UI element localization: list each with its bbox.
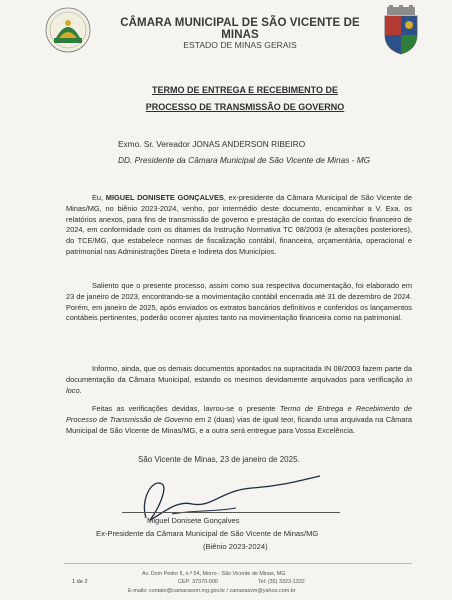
author-name: MIGUEL DONISETE GONÇALVES (105, 193, 224, 202)
footer-cep: CEP: 37370-000 (178, 579, 218, 585)
p3-end: . (79, 385, 82, 395)
footer-address: Av. Dom Pedro II, n.º 54, Morro - São Vicente de Minas, MG (142, 571, 286, 577)
p1-rest: , ex-presidente da Câmara Municipal de São Vicente de Minas/MG, no biênio 2023-2024, venho, por intermédio deste documento, encaminhar a V. Exa. os relatórios anexos, para fins de transmissão de governo e prestação de contas do exercício financeiro de 2024, em conformidade com os ditames da Instrução Normativa TC 08/2003 (e alterações posteriores), do TCE/MG, que estabelece normas de fiscalização contábil, financeira, orçamentária, operacional e patrimonial nas Administrações Direta e Indireta dos Municípios. (66, 193, 412, 256)
paragraph-3 (66, 364, 412, 396)
p4-start: Feitas as verificações devidas, lavrou-se o presente (92, 404, 280, 413)
paragraph-2: Saliento que o presente processo, assim como sua respectiva documentação, foi elaborado em 23 de janeiro de 2023, encontrando-se a movimentação contábil encerrada até 31 de dezembro de 2024. Porém, em janeiro de 2025, após enviados os extratos bancários definitivos e conferidos os lançamentos contábeis pertinentes, poderão ocorrer ajustes tanto na movimentação financeira como na patrimonial. (66, 281, 412, 323)
paragraph-1 (66, 193, 412, 258)
p4-end: em 2 (duas) vias de igual teor, ficando uma arquivada na Câmara Municipal de São Vicente de Minas/MG, e a outra será entregue para Vossa Excelência. (66, 414, 412, 435)
page-number: 1 de 2 (72, 579, 88, 585)
addressee: Exmo. Sr. Vereador JONAS ANDERSON RIBEIRO (118, 139, 306, 149)
signatory-role: Ex-Presidente da Câmara Municipal de São Vicente de Minas/MG (96, 529, 319, 538)
signatory-period: (Biênio 2023-2024) (203, 542, 268, 551)
coat-of-arms-icon (381, 5, 421, 55)
p3-italic: in loco (66, 374, 412, 395)
paragraph-4 (66, 404, 412, 436)
signatory-name: Miguel Donisete Gonçalves (147, 516, 240, 525)
document-title-line-2: PROCESSO DE TRANSMISSÃO DE GOVERNO (145, 102, 345, 112)
institution-subtitle: ESTADO DE MINAS GERAIS (183, 40, 297, 50)
document-date: São Vicente de Minas, 23 de janeiro de 2025. (138, 455, 300, 464)
document-title-line-1: TERMO DE ENTREGA E RECEBIMENTO DE (151, 85, 339, 95)
institution-title: CÂMARA MUNICIPAL DE SÃO VICENTE DE MINAS (120, 17, 360, 41)
p3-start: Informo, ainda, que os demais documentos apontados na supracitada IN 08/2003 fazem parte da documentação da Câmara Municipal, estando os mesmos devidamente arquivados para verificação (66, 364, 412, 384)
footer-email: E-mails: contato@camarasvm.mg.gov.br / camarasvm@yahoo.com.br (128, 588, 296, 594)
p4-italic: Termo de Entrega e Recebimento de Processo de Transmissão de Governo (66, 404, 412, 424)
signature-line (122, 512, 340, 513)
municipal-seal-icon (44, 6, 92, 54)
addressee-role: DD. Presidente da Câmara Municipal de São Vicente de Minas - MG (118, 155, 371, 165)
footer-divider (64, 563, 412, 564)
footer-phone: Tel: (35) 3323-1332 (258, 579, 305, 585)
p1-start: Eu, (92, 193, 106, 202)
